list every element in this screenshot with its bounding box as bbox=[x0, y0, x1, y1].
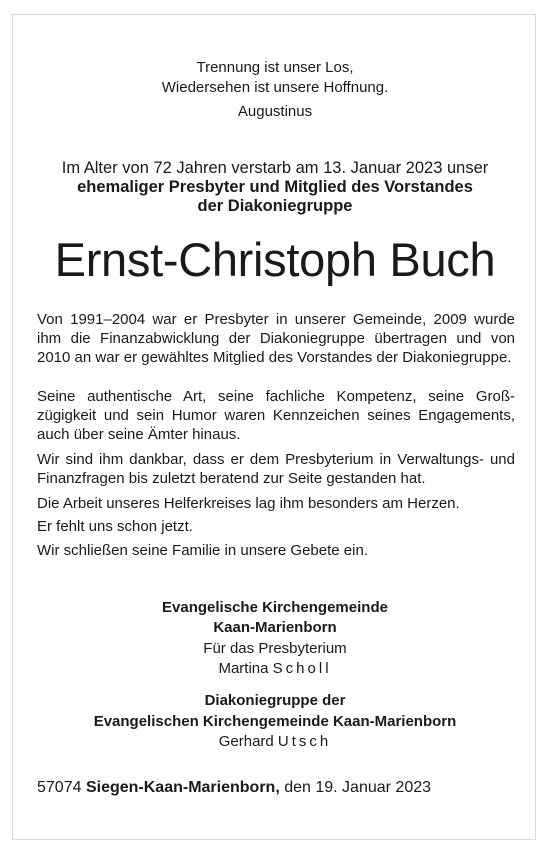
postal-code: 57074 bbox=[37, 779, 82, 796]
paragraph-career: Von 1991–2004 war er Presbyter in unserer Gemeinde, 2009 wurde ihm die Finanzabwicklung der Diakoniegruppe übertragen und von 2010 an war er gewähltes Mitglied des Vorstandes der Diakoniegruppe. bbox=[37, 311, 515, 366]
signature-org1-role: Für das Presbyterium bbox=[203, 640, 347, 657]
signature-org1-line1: Evangelische Kirchengemeinde bbox=[162, 599, 388, 616]
signature-org2-last-name: Utsch bbox=[277, 733, 332, 750]
place-date-line bbox=[37, 779, 431, 797]
signature-org1-last-name: Scholl bbox=[272, 660, 332, 677]
signature-org2-first-name: Gerhard bbox=[218, 733, 274, 750]
motto-author: Augustinus bbox=[237, 103, 313, 120]
place-name: Siegen-Kaan-Marienborn, bbox=[85, 779, 280, 796]
signature-org2-line1: Diakoniegruppe der bbox=[204, 692, 346, 709]
paragraph-helpers: Die Arbeit unseres Helferkreises lag ihm besonders am Herzen. bbox=[37, 495, 460, 512]
intro-line-3: der Diakoniegruppe bbox=[197, 197, 353, 215]
paragraph-gratitude: Wir sind ihm dankbar, dass er dem Presbyterium in Verwaltungs- und Finanzfragen bis zuletzt beratend zur Seite gestanden hat. bbox=[37, 451, 515, 487]
paragraph-missed: Er fehlt uns schon jetzt. bbox=[37, 518, 193, 535]
signature-org1-line2: Kaan-Marienborn bbox=[213, 619, 337, 636]
deceased-name: Ernst-Christoph Buch bbox=[54, 233, 496, 286]
intro-line-2: ehemaliger Presbyter und Mitglied des Vorstandes bbox=[77, 178, 473, 196]
motto-line-2: Wiedersehen ist unsere Hoffnung. bbox=[161, 79, 389, 96]
intro-line-1: Im Alter von 72 Jahren verstarb am 13. Januar 2023 unser bbox=[61, 159, 489, 177]
signature-org2-person bbox=[0, 733, 550, 750]
motto-line-1: Trennung ist unser Los, bbox=[196, 59, 354, 76]
signature-org1-first-name: Martina bbox=[218, 660, 269, 677]
notice-date: den 19. Januar 2023 bbox=[284, 779, 432, 796]
signature-org1-person bbox=[0, 660, 550, 677]
paragraph-character: Seine authentische Art, seine fachliche Kompetenz, seine Großzügigkeit und sein Humor waren Kennzeichen seines Engagements, auch über seine Ämter hinaus. bbox=[37, 388, 515, 443]
signature-org2-line2: Evangelischen Kirchengemeinde Kaan-Marienborn bbox=[93, 713, 457, 730]
paragraph-prayers: Wir schließen seine Familie in unsere Gebete ein. bbox=[37, 542, 368, 559]
